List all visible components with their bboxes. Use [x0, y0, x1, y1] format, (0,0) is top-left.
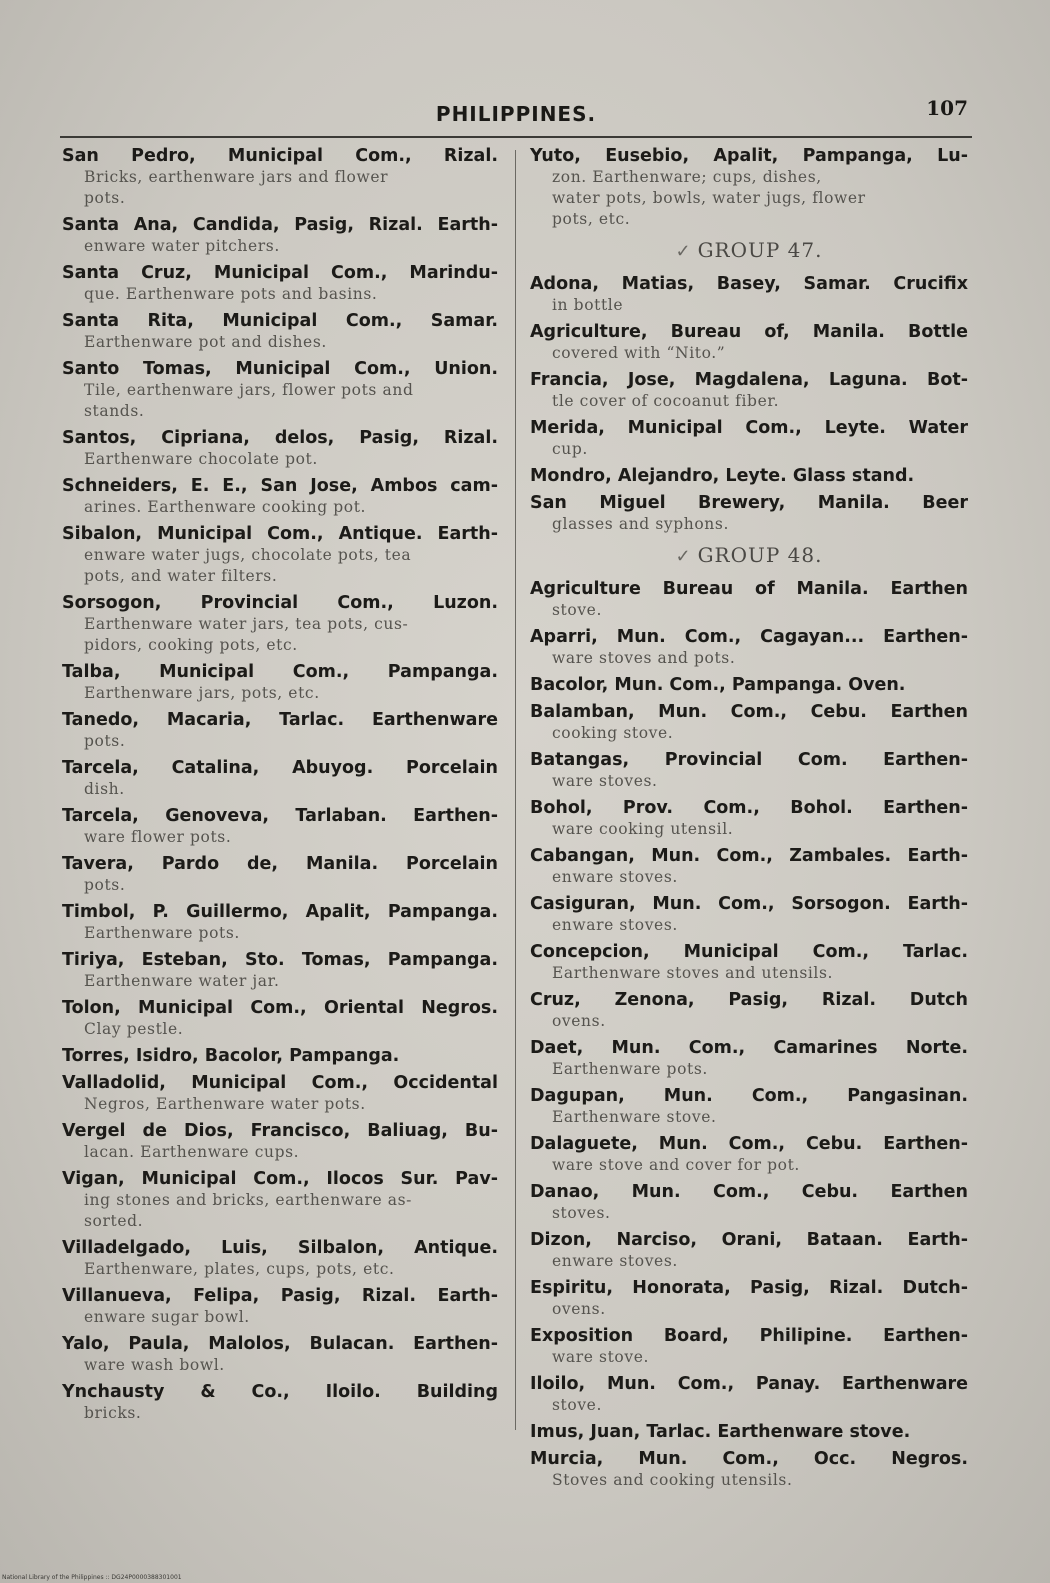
entry-exhibitor: Torres, Isidro, Bacolor, Pampanga.	[62, 1046, 400, 1066]
catalog-entry	[62, 1382, 498, 1424]
group-48-entries	[530, 579, 968, 1491]
entry-exhibitor: Talba, Municipal Com., Pampanga.	[62, 662, 498, 682]
page-number: 107	[926, 96, 968, 120]
entry-description: Earthenware water jar.	[84, 972, 280, 990]
entry-exhibitor: Murcia, Mun. Com., Occ. Negros.	[530, 1449, 968, 1469]
entry-exhibitor: Valladolid, Municipal Com., Occidental	[62, 1073, 498, 1093]
catalog-entry	[62, 593, 498, 656]
entry-description: ware stove and cover for pot.	[552, 1156, 800, 1174]
entry-description: Earthenware pots.	[552, 1060, 708, 1078]
entry-exhibitor: Tolon, Municipal Com., Oriental Negros.	[62, 998, 498, 1018]
group-48-title: GROUP 48.	[697, 543, 823, 567]
entry-description: Earthenware, plates, cups, pots, etc.	[84, 1260, 395, 1278]
entry-exhibitor: Cruz, Zenona, Pasig, Rizal. Dutch	[530, 990, 968, 1010]
entry-exhibitor: Dalaguete, Mun. Com., Cebu. Earthen-	[530, 1134, 968, 1154]
entry-exhibitor: Schneiders, E. E., San Jose, Ambos cam-	[62, 476, 498, 496]
entry-description: lacan. Earthenware cups.	[84, 1143, 300, 1161]
entry-exhibitor: Yuto, Eusebio, Apalit, Pampanga, Lu-	[530, 146, 968, 166]
entry-exhibitor: Agriculture Bureau of Manila. Earthen	[530, 579, 968, 599]
entry-description: Stoves and cooking utensils.	[552, 1471, 793, 1489]
catalog-entry	[530, 846, 968, 888]
entry-description: ware stoves and pots.	[552, 649, 736, 667]
entry-description: zon. Earthenware; cups, dishes,	[552, 168, 822, 186]
entry-exhibitor: Villanueva, Felipa, Pasig, Rizal. Earth-	[62, 1286, 498, 1306]
entry-exhibitor: Balamban, Mun. Com., Cebu. Earthen	[530, 702, 968, 722]
entry-exhibitor: Imus, Juan, Tarlac. Earthenware stove.	[530, 1422, 911, 1442]
entry-exhibitor: Tiriya, Esteban, Sto. Tomas, Pampanga.	[62, 950, 498, 970]
entry-description: Earthenware water jars, tea pots, cus-	[84, 615, 409, 633]
entry-description: ing stones and bricks, earthenware as-	[84, 1191, 413, 1209]
header-rule	[60, 136, 972, 138]
catalog-entry	[530, 418, 968, 460]
catalog-entry	[62, 854, 498, 896]
entry-description: cooking stove.	[552, 724, 674, 742]
group-47-title: GROUP 47.	[697, 238, 823, 262]
catalog-entry	[530, 1230, 968, 1272]
entry-exhibitor: Timbol, P. Guillermo, Apalit, Pampanga.	[62, 902, 498, 922]
catalog-entry	[62, 1238, 498, 1280]
catalog-entry	[62, 1334, 498, 1376]
entry-description: pots, etc.	[552, 210, 631, 228]
catalog-entry	[62, 758, 498, 800]
entry-exhibitor: Bohol, Prov. Com., Bohol. Earthen-	[530, 798, 968, 818]
catalog-entry	[62, 710, 498, 752]
entry-exhibitor: Casiguran, Mun. Com., Sorsogon. Earth-	[530, 894, 968, 914]
entry-description: stands.	[84, 402, 145, 420]
entry-description: water pots, bowls, water jugs, flower	[552, 189, 866, 207]
entry-exhibitor: Merida, Municipal Com., Leyte. Water	[530, 418, 968, 438]
catalog-entry	[530, 1326, 968, 1368]
page-header	[60, 96, 972, 132]
entry-description: ovens.	[552, 1300, 606, 1318]
entry-description: Earthenware pot and dishes.	[84, 333, 327, 351]
entry-description: bricks.	[84, 1404, 142, 1422]
entry-description: ware wash bowl.	[84, 1356, 225, 1374]
catalog-entry	[62, 476, 498, 518]
entry-exhibitor: Sorsogon, Provincial Com., Luzon.	[62, 593, 498, 613]
footer-credit: National Library of the Philippines :: DG24P0000388301001	[2, 1574, 182, 1581]
entry-description: enware water pitchers.	[84, 237, 280, 255]
entry-exhibitor: Daet, Mun. Com., Camarines Norte.	[530, 1038, 968, 1058]
catalog-entry	[530, 750, 968, 792]
entry-exhibitor: Danao, Mun. Com., Cebu. Earthen	[530, 1182, 968, 1202]
catalog-entry	[62, 950, 498, 992]
group-47-heading	[530, 238, 968, 264]
entry-description: Earthenware chocolate pot.	[84, 450, 318, 468]
entry-description: stove.	[552, 1396, 602, 1414]
entry-exhibitor: Dagupan, Mun. Com., Pangasinan.	[530, 1086, 968, 1106]
catalog-entry	[62, 662, 498, 704]
entry-exhibitor: Santa Rita, Municipal Com., Samar.	[62, 311, 498, 331]
catalog-entry	[530, 274, 968, 316]
entry-description: pots.	[84, 732, 126, 750]
entry-description: stove.	[552, 601, 602, 619]
catalog-entry	[530, 798, 968, 840]
entry-description: pots, and water filters.	[84, 567, 278, 585]
entry-description: sorted.	[84, 1212, 144, 1230]
entry-exhibitor: Tavera, Pardo de, Manila. Porcelain	[62, 854, 498, 874]
catalog-entry	[62, 1073, 498, 1115]
entry-exhibitor: Santos, Cipriana, delos, Pasig, Rizal.	[62, 428, 498, 448]
catalog-entry	[530, 370, 968, 412]
entry-exhibitor: Tanedo, Macaria, Tarlac. Earthenware	[62, 710, 498, 730]
catalog-entry	[530, 627, 968, 669]
entry-exhibitor: Agriculture, Bureau of, Manila. Bottle	[530, 322, 968, 342]
entry-description: ware stoves.	[552, 772, 658, 790]
entry-description: ware stove.	[552, 1348, 649, 1366]
entry-description: enware stoves.	[552, 868, 678, 886]
catalog-entry	[62, 311, 498, 353]
catalog-entry	[530, 1278, 968, 1320]
entry-exhibitor: Tarcela, Catalina, Abuyog. Porcelain	[62, 758, 498, 778]
entry-description: enware stoves.	[552, 916, 678, 934]
right-top-entries	[530, 146, 968, 230]
entry-exhibitor: Tarcela, Genoveva, Tarlaban. Earthen-	[62, 806, 498, 826]
catalog-entry	[62, 1286, 498, 1328]
group-48-heading	[530, 543, 968, 569]
catalog-entry	[530, 493, 968, 535]
catalog-entry	[530, 942, 968, 984]
catalog-entry	[62, 902, 498, 944]
entry-exhibitor: Adona, Matias, Basey, Samar. Crucifix	[530, 274, 968, 294]
entry-exhibitor: Espiritu, Honorata, Pasig, Rizal. Dutch-	[530, 1278, 968, 1298]
catalog-entry	[530, 1134, 968, 1176]
catalog-entry	[530, 702, 968, 744]
entry-exhibitor: Vigan, Municipal Com., Ilocos Sur. Pav-	[62, 1169, 498, 1189]
entry-description: enware water jugs, chocolate pots, tea	[84, 546, 412, 564]
entry-description: Bricks, earthenware jars and flower	[84, 168, 389, 186]
entry-description: dish.	[84, 780, 125, 798]
catalog-entry	[530, 1449, 968, 1491]
catalog-entry	[62, 428, 498, 470]
catalog-entry	[62, 1169, 498, 1232]
entry-exhibitor: Aparri, Mun. Com., Cagayan... Earthen-	[530, 627, 968, 647]
catalog-entry	[62, 215, 498, 257]
entry-description: Earthenware pots.	[84, 924, 240, 942]
entry-description: Earthenware stove.	[552, 1108, 717, 1126]
entry-description: ware cooking utensil.	[552, 820, 734, 838]
entry-exhibitor: Francia, Jose, Magdalena, Laguna. Bot-	[530, 370, 968, 390]
entry-exhibitor: Dizon, Narciso, Orani, Bataan. Earth-	[530, 1230, 968, 1250]
catalog-entry	[530, 894, 968, 936]
entry-exhibitor: Iloilo, Mun. Com., Panay. Earthenware	[530, 1374, 968, 1394]
entry-description: que. Earthenware pots and basins.	[84, 285, 378, 303]
catalog-entry	[62, 806, 498, 848]
catalog-entry	[530, 579, 968, 621]
entry-description: pots.	[84, 189, 126, 207]
entry-description: in bottle	[552, 296, 624, 314]
running-title: PHILIPPINES.	[435, 102, 597, 126]
left-column	[62, 146, 498, 1430]
catalog-entry	[62, 524, 498, 587]
entry-description: cup.	[552, 440, 588, 458]
entry-description: Tile, earthenware jars, flower pots and	[84, 381, 414, 399]
entry-description: enware stoves.	[552, 1252, 678, 1270]
catalog-entry	[62, 1121, 498, 1163]
check-mark-icon: ✓	[675, 241, 692, 262]
entry-description: enware sugar bowl.	[84, 1308, 250, 1326]
catalog-entry	[62, 263, 498, 305]
entry-exhibitor: Cabangan, Mun. Com., Zambales. Earth-	[530, 846, 968, 866]
entry-description: glasses and syphons.	[552, 515, 729, 533]
entry-exhibitor: Santa Ana, Candida, Pasig, Rizal. Earth-	[62, 215, 498, 235]
entry-description: Earthenware jars, pots, etc.	[84, 684, 320, 702]
entry-description: Clay pestle.	[84, 1020, 184, 1038]
entry-description: ovens.	[552, 1012, 606, 1030]
entry-exhibitor: Villadelgado, Luis, Silbalon, Antique.	[62, 1238, 498, 1258]
entry-exhibitor: Yalo, Paula, Malolos, Bulacan. Earthen-	[62, 1334, 498, 1354]
entry-exhibitor: Exposition Board, Philipine. Earthen-	[530, 1326, 968, 1346]
group-47-entries	[530, 274, 968, 535]
catalog-entry	[530, 1422, 968, 1443]
catalog-entry	[530, 1086, 968, 1128]
entry-exhibitor: San Miguel Brewery, Manila. Beer	[530, 493, 968, 513]
entry-exhibitor: Ynchausty & Co., Iloilo. Building	[62, 1382, 498, 1402]
catalog-entry	[62, 1046, 498, 1067]
entry-description: pots.	[84, 876, 126, 894]
catalog-entry	[530, 1374, 968, 1416]
catalog-entry	[530, 1182, 968, 1224]
entry-exhibitor: Sibalon, Municipal Com., Antique. Earth-	[62, 524, 498, 544]
entry-description: pidors, cooking pots, etc.	[84, 636, 298, 654]
catalog-entry	[530, 675, 968, 696]
entry-exhibitor: Santa Cruz, Municipal Com., Marindu-	[62, 263, 498, 283]
entry-description: ware flower pots.	[84, 828, 232, 846]
entry-exhibitor: Santo Tomas, Municipal Com., Union.	[62, 359, 498, 379]
catalog-entry	[62, 146, 498, 209]
entry-description: stoves.	[552, 1204, 611, 1222]
catalog-entry	[530, 466, 968, 487]
entry-description: Earthenware stoves and utensils.	[552, 964, 834, 982]
entry-exhibitor: Concepcion, Municipal Com., Tarlac.	[530, 942, 968, 962]
entry-exhibitor: Bacolor, Mun. Com., Pampanga. Oven.	[530, 675, 906, 695]
catalog-entry	[62, 998, 498, 1040]
catalog-entry	[530, 1038, 968, 1080]
entry-exhibitor: Mondro, Alejandro, Leyte. Glass stand.	[530, 466, 915, 486]
entry-description: arines. Earthenware cooking pot.	[84, 498, 367, 516]
catalog-entry	[530, 322, 968, 364]
catalog-entry	[62, 359, 498, 422]
entry-description: Negros, Earthenware water pots.	[84, 1095, 366, 1113]
catalog-entry	[530, 146, 968, 230]
entry-exhibitor: Vergel de Dios, Francisco, Baliuag, Bu-	[62, 1121, 498, 1141]
column-divider	[515, 150, 516, 1430]
right-column	[530, 146, 968, 1497]
catalog-entry	[530, 990, 968, 1032]
entry-description: tle cover of cocoanut fiber.	[552, 392, 780, 410]
entry-exhibitor: San Pedro, Municipal Com., Rizal.	[62, 146, 498, 166]
entry-description: covered with “Nito.”	[552, 344, 726, 362]
check-mark-icon: ✓	[675, 546, 692, 567]
entry-exhibitor: Batangas, Provincial Com. Earthen-	[530, 750, 968, 770]
